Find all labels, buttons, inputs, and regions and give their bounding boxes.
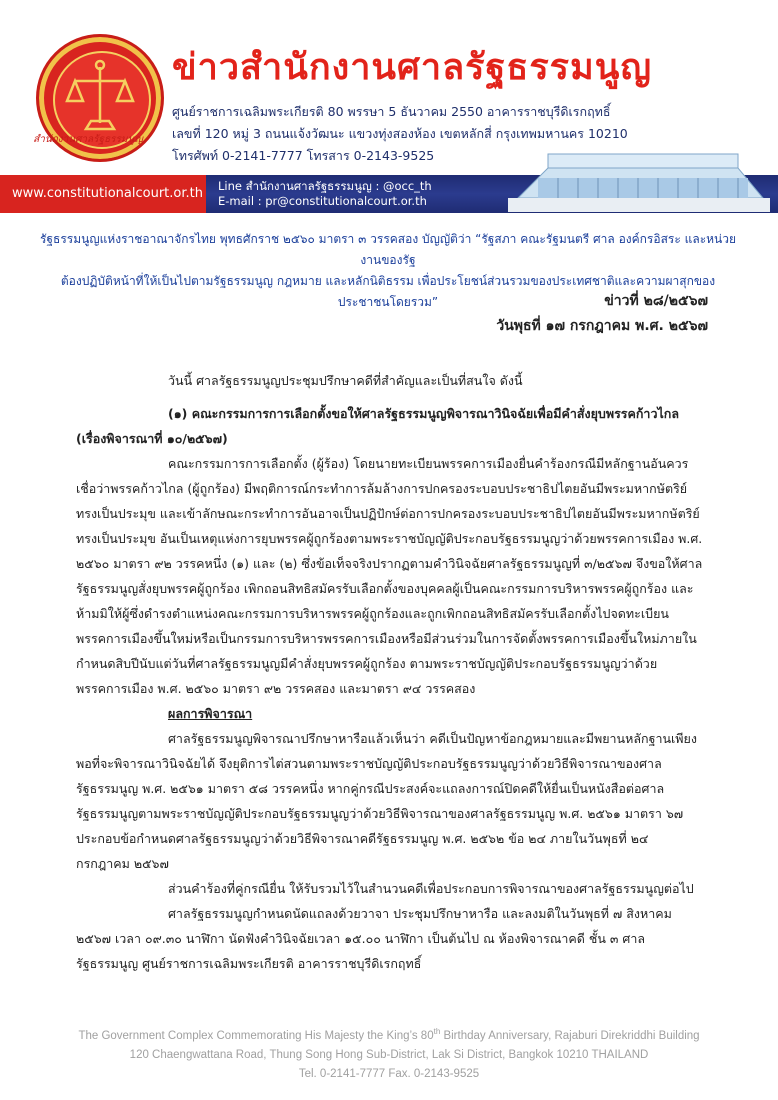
footer-line-2: 120 Chaengwattana Road, Thung Song Hong Sub-District, Lak Si District, Bangkok 10210 THAILAND [129,1048,649,1061]
email-contact[interactable]: E-mail : pr@constitutionalcourt.or.th [218,194,427,208]
constitution-quote-line-2: ต้องปฏิบัติหน้าที่ให้เป็นไปตามรัฐธรรมนูญ กฎหมาย และหลักนิติธรรม เพื่อประโยชน์ส่วนรวมของประเทศชาติและความผาสุกของประชาชนโดยรวม” [60,274,716,309]
news-body [76,368,706,976]
case-paragraph-1: คณะกรรมการการเลือกตั้ง (ผู้ร้อง) โดยนายทะเบียนพรรคการเมืองยื่นคำร้องกรณีมีหลักฐานอันควรเชื่อว่าพรรคก้าวไกล (ผู้ถูกร้อง) มีพฤติการณ์กระทำการล้มล้างการปกครองระบอบประชาธิปไตยอันมีพระมหากษัตริย์ทรงเป็นประมุข และเข้าลักษณะกระทำการอันอาจเป็นปฏิปักษ์ต่อการปกครองระบอบประชาธิปไตยอันมีพระมหากษัตริย์ทรงเป็นประมุข อันเป็นเหตุแห่งการยุบพรรคผู้ถูกร้องตามพระราชบัญญัติประกอบรัฐธรรมนูญว่าด้วยพรรคการเมือง พ.ศ. ๒๕๖๐ มาตรา ๙๒ วรรคหนึ่ง (๑) และ (๒) ซึ่งข้อเท็จจริงปรากฏตามคำวินิจฉัยศาลรัฐธรรมนูญที่ ๓/๒๕๖๗ จึงขอให้ศาลรัฐธรรมนูญสั่งยุบพรรคผู้ถูกร้อง เพิกถอนสิทธิสมัครรับเลือกตั้งของบุคคลผู้เป็นคณะกรรมการบริหารพรรคผู้ถูกร้อง และห้ามมิให้ผู้ซึ่งดำรงตำแหน่งคณะกรรมการบริหารพรรคผู้ถูกร้องและถูกเพิกถอนสิทธิสมัครรับเลือกตั้งไปจดทะเบียนพรรคการเมืองขึ้นใหม่หรือเป็นกรรมการบริหารพรรคการเมืองหรือมีส่วนร่วมในการจัดตั้งพรรคการเมืองขึ้นใหม่ภายในกำหนดสิบปีนับแต่วันที่ศาลรัฐธรรมนูญมีคำสั่งยุบพรรคผู้ถูกร้อง ตามพระราชบัญญัติประกอบรัฐธรรมนูญว่าด้วยพรรคการเมือง พ.ศ. ๒๕๖๐ มาตรา ๙๒ วรรคสอง และมาตรา ๙๔ วรรคสอง [76,456,703,696]
intro-paragraph: วันนี้ ศาลรัฐธรรมนูญประชุมปรึกษาคดีที่สำคัญและเป็นที่สนใจ ดังนี้ [168,373,523,388]
case-title: (๑) คณะกรรมการการเลือกตั้งขอให้ศาลรัฐธรรมนูญพิจารณาวินิจฉัยเพื่อมีคำสั่งยุบพรรคก้าวไกล [168,406,679,421]
result-paragraph-1: ศาลรัฐธรรมนูญพิจารณาปรึกษาหารือแล้วเห็นว่า คดีเป็นปัญหาข้อกฎหมายและมีพยานหลักฐานเพียงพอที่จะพิจารณาวินิจฉัยได้ จึงยุติการไต่สวนตามพระราชบัญญัติประกอบรัฐธรรมนูญว่าด้วยวิธีพิจารณาของศาลรัฐธรรมนูญ พ.ศ. ๒๕๖๑ มาตรา ๕๘ วรรคหนึ่ง หากคู่กรณีประสงค์จะแถลงการณ์ปิดคดีให้ยื่นเป็นหนังสือต่อศาลรัฐธรรมนูญตามพระราชบัญญัติประกอบรัฐธรรมนูญว่าด้วยวิธีพิจารณาของศาลรัฐธรรมนูญ พ.ศ. ๒๕๖๑ มาตรา ๖๗ ประกอบข้อกำหนดศาลรัฐธรรมนูญว่าด้วยวิธีพิจารณาคดีรัฐธรรมนูญ พ.ศ. ๒๕๖๒ ข้อ ๒๔ ภายในวันพุธที่ ๒๔ กรกฎาคม ๒๕๖๗ [76,731,697,871]
footer-line-1-b: Birthday Anniversary, Rajaburi Direkriddhi Building [440,1029,700,1042]
news-number: ข่าวที่ ๒๘/๒๕๖๗ [604,293,708,309]
phone-fax-line: โทรศัพท์ 0-2141-7777 โทรสาร 0-2143-9525 [172,148,435,163]
result-paragraph-2: ส่วนคำร้องที่คู่กรณียื่น ให้รับรวมไว้ในสำนวนคดีเพื่อประกอบการพิจารณาของศาลรัฐธรรมนูญต่อไป [168,881,694,896]
footer-line-3: Tel. 0-2141-7777 Fax. 0-2143-9525 [298,1067,480,1080]
case-number: (เรื่องพิจารณาที่ ๑๐/๒๕๖๗) [76,431,228,446]
footer-line-1-a: The Government Complex Commemorating His Majesty the King’s 80 [78,1029,434,1042]
footer-line-1 [0,1022,778,1046]
address-line-1: ศูนย์ราชการเฉลิมพระเกียรติ 80 พรรษา 5 ธันวาคม 2550 อาคารราชบุรีดิเรกฤทธิ์ [172,104,611,119]
letterhead [0,0,778,215]
government-building-illustration [508,120,770,212]
result-heading: ผลการพิจารณา [168,706,253,721]
result-paragraph-3: ศาลรัฐธรรมนูญกำหนดนัดแถลงด้วยวาจา ประชุมปรึกษาหารือ และลงมติในวันพุธที่ ๗ สิงหาคม ๒๕๖๗ เวลา ๐๙.๓๐ นาฬิกา นัดฟังคำวินิจฉัยเวลา ๑๕.๐๐ นาฬิกา เป็นต้นไป ณ ห้องพิจารณาคดี ชั้น ๓ ศาลรัฐธรรมนูญ ศูนย์ราชการเฉลิมพระเกียรติ อาคารราชบุรีดิเรกฤทธิ์ [76,906,672,971]
address-line-2: เลขที่ 120 หมู่ 3 ถนนแจ้งวัฒนะ แขวงทุ่งสองห้อง เขตหลักสี่ กรุงเทพมหานคร 10210 [172,126,628,141]
line-contact[interactable]: Line สำนักงานศาลรัฐธรรมนูญ : @occ_th [218,179,432,193]
page-title: ข่าวสำนักงานศาลรัฐธรรมนูญ [172,47,653,88]
footer-address [0,1022,778,1084]
news-date: วันพุธที่ ๑๗ กรกฎาคม พ.ศ. ๒๕๖๗ [496,318,708,334]
constitution-quote-line-1: รัฐธรรมนูญแห่งราชอาณาจักรไทย พุทธศักราช ๒๕๖๐ มาตรา ๓ วรรคสอง บัญญัติว่า “รัฐสภา คณะรัฐมนตรี ศาล องค์กรอิสระ และหน่วยงานของรัฐ [39,232,737,267]
website-link[interactable]: www.constitutionalcourt.or.th [0,175,206,213]
footer-line-1-sup: th [433,1027,441,1036]
emblem-caption: สำนักงานศาลรัฐธรรมนูญ [33,134,143,145]
